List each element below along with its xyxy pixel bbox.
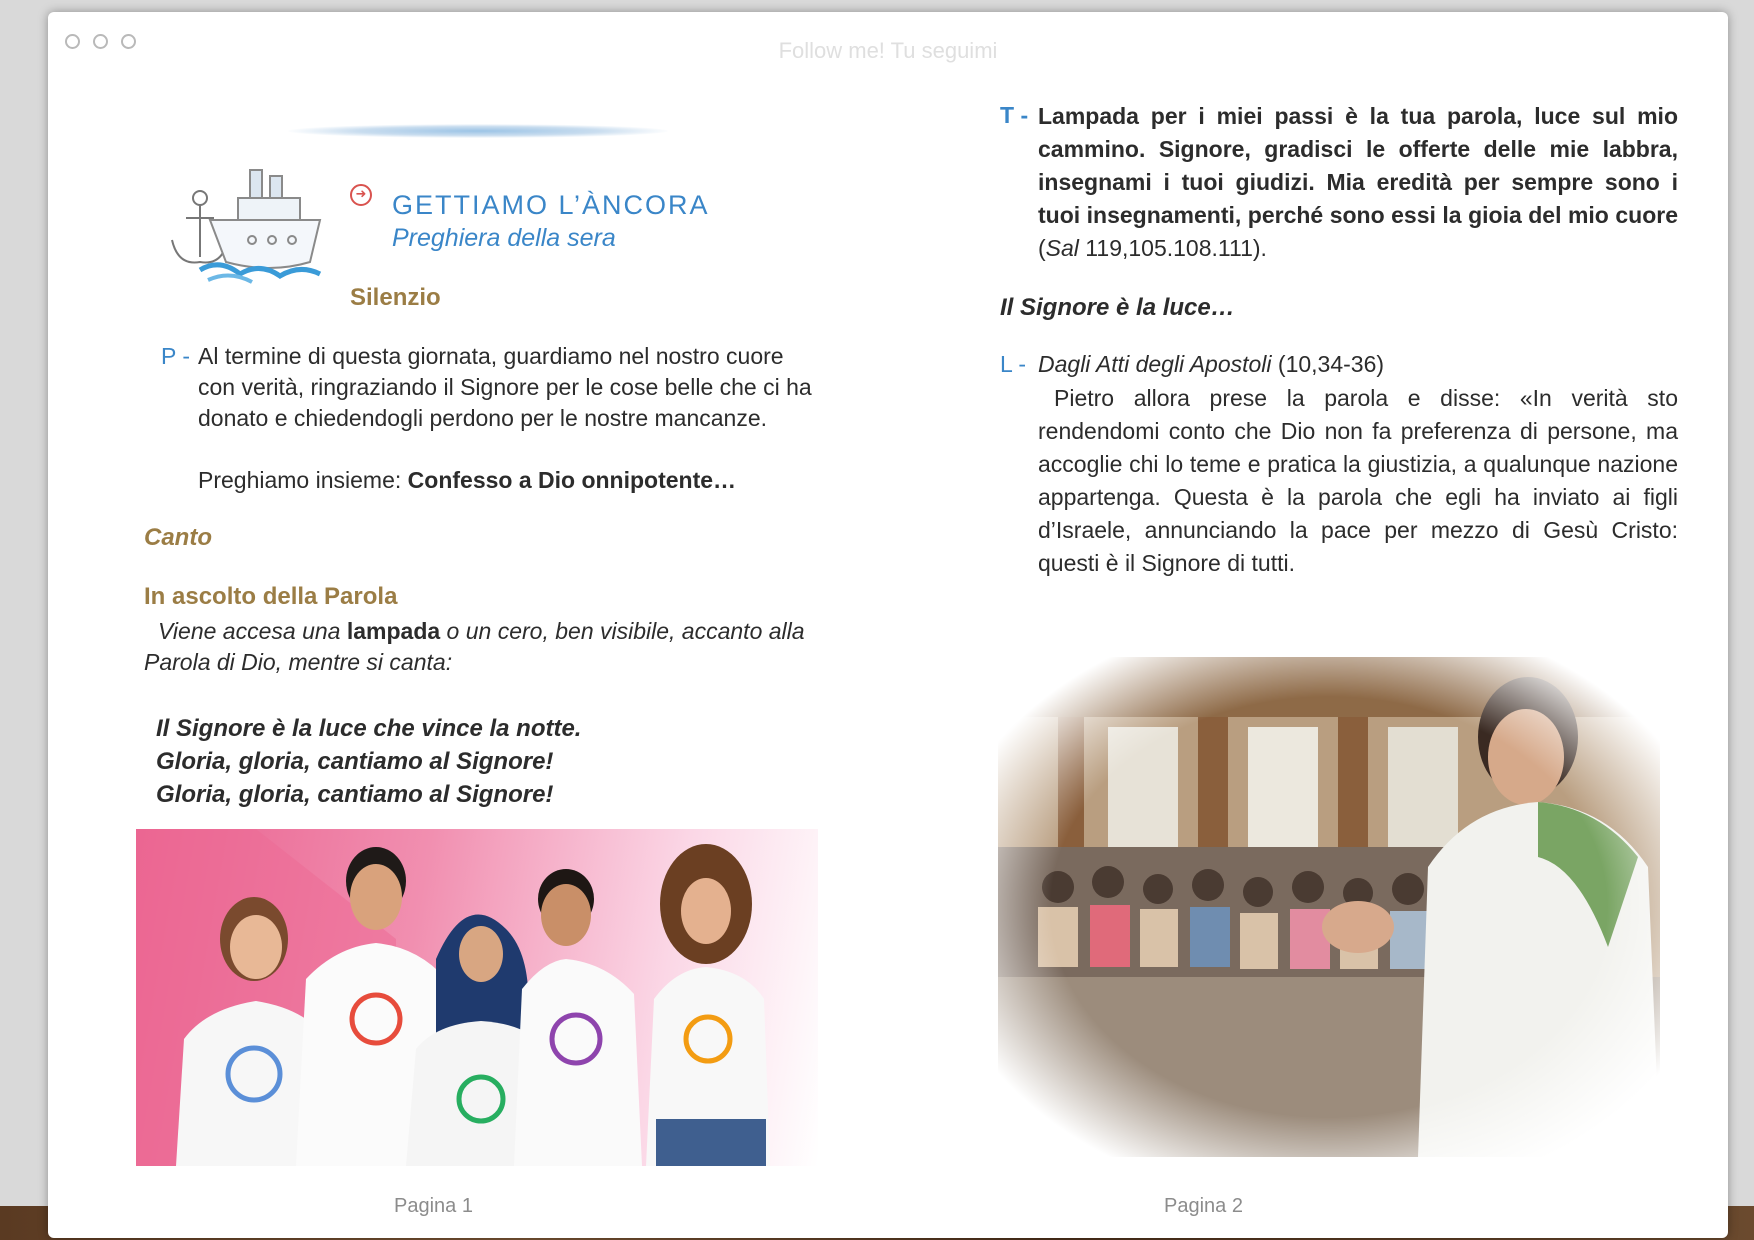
volunteers-illustration [136, 829, 818, 1166]
role-marker-l: L - [1000, 351, 1026, 377]
ship-anchor-icon [160, 162, 330, 292]
canto-heading: Canto [144, 524, 212, 551]
mass-illustration [998, 657, 1660, 1157]
role-marker-p: P - [161, 343, 190, 369]
document-viewer-window [48, 12, 1728, 1238]
page-number-2 [1164, 1195, 1243, 1218]
role-marker-t: T - [1000, 102, 1029, 128]
window-title: Follow me! Tu seguimi [778, 38, 998, 63]
page-label: Pagina [394, 1195, 457, 1217]
decorative-brush-stroke [288, 124, 668, 138]
silence-heading: Silenzio [350, 284, 441, 311]
page-label: Pagina [1164, 1195, 1227, 1217]
page-number-1 [394, 1195, 473, 1218]
song-line: Gloria, gloria, cantiamo al Signore! [156, 781, 554, 808]
response-ref-open: ( [1038, 235, 1046, 261]
arrow-right-icon: ➜ [350, 184, 372, 206]
response-body: Lampada per i miei passi è la tua parola, luce sul mio cammino. Signore, gradisci le offerte delle mie labbra, insegnami i tuoi giudizi. Mia eredità per sempre sono i tuoi insegnamenti, perché sono essi la gioia del mio cuore [1038, 103, 1678, 228]
song-refrain [156, 712, 581, 811]
song-line: Gloria, gloria, cantiamo al Signore! [156, 748, 554, 775]
presider-text: Al termine di questa giornata, guardiamo nel nostro cuore con verità, ringraziando il Signore per le cose belle che ci ha donato e chiedendogli perdono per le nostre mancanze. [198, 343, 812, 431]
page-1 [48, 12, 928, 1238]
pray-together-prefix: Preghiamo insieme: [198, 467, 408, 493]
mass-photo [998, 657, 1660, 1157]
section-subheading: Preghiera della sera [392, 224, 616, 252]
rubric-part-1: Viene accesa una [158, 618, 347, 644]
pray-together-prayer: Confesso a Dio onnipotente… [407, 467, 737, 493]
rubric-part-2: o un cero, ben visibile, accanto alla Parola di Dio, mentre si canta: [144, 618, 805, 675]
song-line: Il Signore è la luce che vince la notte. [156, 715, 582, 742]
rubric-lampada: lampada [346, 618, 441, 644]
light-heading: Il Signore è la luce… [1000, 294, 1235, 321]
reading-source-ref: (10,34-36) [1271, 351, 1385, 377]
listening-heading: In ascolto della Parola [144, 583, 398, 610]
page-number-value: 2 [1231, 1195, 1243, 1217]
pray-together-line [198, 465, 838, 496]
section-heading: GETTIAMO L’ÀNCORA [392, 190, 710, 220]
response-ref-rest: 119,105.108.111). [1078, 235, 1267, 261]
person-figure [646, 844, 770, 1166]
volunteers-photo [136, 829, 818, 1166]
reading-source [1038, 349, 1678, 380]
response-text [1038, 100, 1678, 265]
reading-source-title: Dagli Atti degli Apostoli [1038, 351, 1272, 377]
page-2 [928, 12, 1728, 1238]
reading-text: Pietro allora prese la parola e disse: «In verità sto rendendomi conto che Dio non fa preferenza di persone, ma accoglie chi lo teme e pratica la giustizia, a qualunque nazione appartenga. Questa è la parola che egli ha inviato ai figli d’Israele, annunciando la pace per mezzo di Gesù Cristo: questi è il Signore di tutti. [1038, 385, 1678, 576]
rubric-text [144, 616, 819, 678]
page-number-value: 1 [461, 1195, 473, 1217]
response-ref-book: Sal [1045, 235, 1079, 261]
